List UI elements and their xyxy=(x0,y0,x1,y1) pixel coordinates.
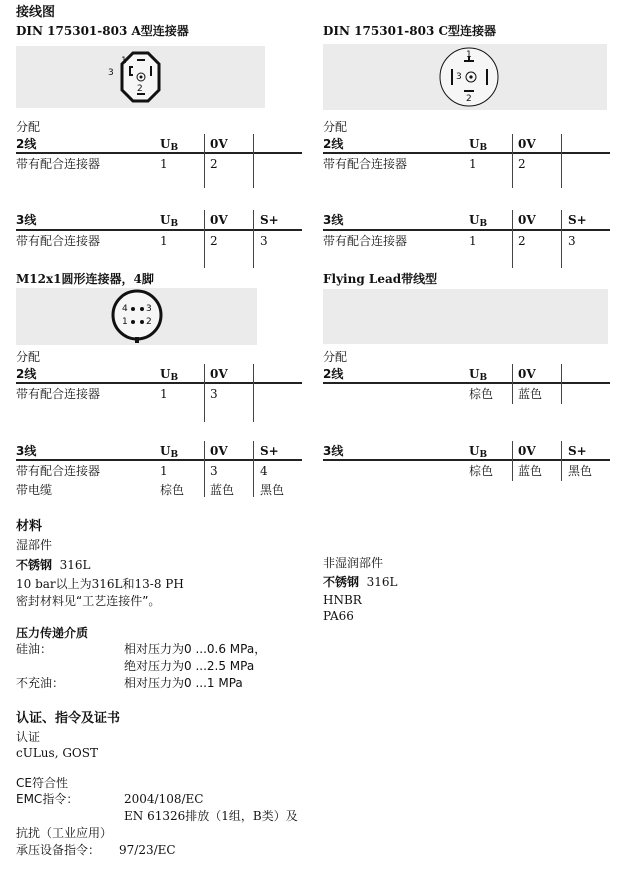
zero-v-header: 0V xyxy=(518,213,536,227)
cell-ub: 1 xyxy=(469,157,477,171)
ub-header: $U_B$ xyxy=(160,137,179,153)
table-divider xyxy=(561,364,562,404)
ped-label: 承压设备指令： xyxy=(16,843,101,857)
m12-pin-4: 4 xyxy=(122,304,128,314)
din-a-pin-bottom: 2 xyxy=(137,84,143,94)
nonwetted-title: 非湿润部件 xyxy=(323,556,384,570)
zero-v-header: 0V xyxy=(210,444,228,458)
m12-pin-1: 1 xyxy=(122,317,128,327)
table-divider xyxy=(512,364,513,404)
table-divider xyxy=(253,441,254,497)
assign-label: 分配 xyxy=(16,350,41,364)
table-rule xyxy=(323,382,610,384)
table-divider xyxy=(204,134,205,188)
table-divider xyxy=(512,134,513,188)
cell-zero-v: 2 xyxy=(210,234,218,248)
cell-zero-v: 3 xyxy=(210,464,218,478)
table-divider xyxy=(561,210,562,268)
assign-label: 分配 xyxy=(323,120,348,134)
table-rule xyxy=(16,152,302,154)
ub-header: $U_B$ xyxy=(469,213,488,229)
silicone-value-1: 相对压力为0 ...0.6 MPa， xyxy=(124,642,267,656)
wetted-steel: 不锈钢 316L xyxy=(16,558,91,572)
s-plus-header: S+ xyxy=(568,444,587,458)
cell-zero-v: 2 xyxy=(518,157,526,171)
cell-zero-v: 蓝色 xyxy=(210,483,235,497)
cell-zero-v: 3 xyxy=(210,387,218,401)
cell-zero-v: 蓝色 xyxy=(518,387,543,401)
din-a-title: DIN 175301-803 A型连接器 xyxy=(16,24,189,38)
flying-lead-title: Flying Lead带线型 xyxy=(323,272,438,286)
nonwetted-line-3: PA66 xyxy=(323,609,354,623)
wire-label: 2线 xyxy=(323,137,344,151)
table-divider xyxy=(204,210,205,268)
flying-lead-diagram-panel xyxy=(323,289,608,344)
emc-label: EMC指令： xyxy=(16,792,79,806)
emc-value: 2004/108/EC xyxy=(124,792,204,806)
cell-ub: 1 xyxy=(160,387,168,401)
zero-v-header: 0V xyxy=(210,137,228,151)
section-title-wiring: 接线图 xyxy=(16,5,56,20)
zero-v-header: 0V xyxy=(518,444,536,458)
wetted-line-3: 密封材料见“工艺连接件”。 xyxy=(16,594,161,608)
table-divider xyxy=(561,441,562,481)
ce-title: CE符合性 xyxy=(16,776,68,790)
row-label: 带有配合连接器 xyxy=(323,157,408,171)
cell-zero-v: 蓝色 xyxy=(518,464,543,478)
s-plus-header: S+ xyxy=(260,213,279,227)
cell-ub: 1 xyxy=(160,234,168,248)
silicone-value-2: 绝对压力为0 ...2.5 MPa xyxy=(124,659,255,673)
cell-ub: 棕色 xyxy=(469,464,494,478)
cell-s-plus: 4 xyxy=(260,464,268,478)
din-c-connector-icon xyxy=(323,44,607,110)
emc-value-3: 抗扰（工业应用） xyxy=(16,826,113,840)
din-c-title: DIN 175301-803 C型连接器 xyxy=(323,24,497,38)
ub-header: $U_B$ xyxy=(160,213,179,229)
cell-s-plus: 黑色 xyxy=(260,483,285,497)
din-c-diagram-panel xyxy=(323,44,607,110)
cell-s-plus: 黑色 xyxy=(568,464,593,478)
din-a-pin-top: 1 xyxy=(121,56,127,66)
din-a-pin-left: 3 xyxy=(108,68,114,78)
cell-ub: 1 xyxy=(160,464,168,478)
nonwetted-line-2: HNBR xyxy=(323,593,362,607)
table-rule xyxy=(323,459,610,461)
m12-pin-3: 3 xyxy=(146,304,152,314)
row-label: 带有配合连接器 xyxy=(16,234,101,248)
materials-title: 材料 xyxy=(16,519,43,534)
table-rule xyxy=(16,229,302,231)
table-divider xyxy=(204,364,205,422)
wire-label: 2线 xyxy=(323,367,344,381)
cell-zero-v: 2 xyxy=(518,234,526,248)
cell-ub: 1 xyxy=(160,157,168,171)
m12-title: M12x1圆形连接器，4脚 xyxy=(16,272,154,286)
cell-s-plus: 3 xyxy=(260,234,268,248)
din-c-pin-bottom: 2 xyxy=(466,94,472,104)
table-rule xyxy=(16,382,302,384)
din-a-connector-icon xyxy=(16,46,265,108)
nofill-value: 相对压力为0 ...1 MPa xyxy=(124,676,243,690)
zero-v-header: 0V xyxy=(210,367,228,381)
assign-label: 分配 xyxy=(16,120,41,134)
table-rule xyxy=(323,229,610,231)
table-divider xyxy=(204,441,205,497)
row-label: 带有配合连接器 xyxy=(16,387,101,401)
nonwetted-steel: 不锈钢 316L xyxy=(323,575,398,589)
cell-ub: 棕色 xyxy=(469,387,494,401)
ub-header: $U_B$ xyxy=(160,444,179,460)
nofill-label: 不充油： xyxy=(16,676,65,690)
assign-label: 分配 xyxy=(323,350,348,364)
wetted-line-2: 10 bar以上为316L和13-8 PH xyxy=(16,577,184,591)
wire-label: 2线 xyxy=(16,367,37,381)
table-rule xyxy=(16,459,302,461)
s-plus-header: S+ xyxy=(568,213,587,227)
m12-diagram-panel xyxy=(16,288,257,345)
s-plus-header: S+ xyxy=(260,444,279,458)
zero-v-header: 0V xyxy=(518,137,536,151)
wire-label: 3线 xyxy=(323,213,344,227)
wire-label: 3线 xyxy=(323,444,344,458)
table-divider xyxy=(253,210,254,268)
cell-ub: 棕色 xyxy=(160,483,185,497)
row-label: 带电缆 xyxy=(16,483,53,497)
din-a-diagram-panel xyxy=(16,46,265,108)
table-divider xyxy=(253,134,254,188)
approvals-title: 认证 xyxy=(16,730,41,744)
ub-header: $U_B$ xyxy=(469,137,488,153)
table-rule xyxy=(323,152,610,154)
emc-value-2: EN 61326排放（1组，B类）及 xyxy=(124,809,298,823)
cell-ub: 1 xyxy=(469,234,477,248)
table-divider xyxy=(561,134,562,188)
wire-label: 3线 xyxy=(16,213,37,227)
row-label: 带有配合连接器 xyxy=(16,157,101,171)
ub-header: $U_B$ xyxy=(160,367,179,383)
table-divider xyxy=(253,364,254,422)
cert-title: 认证、指令及证书 xyxy=(16,711,121,726)
m12-pin-2: 2 xyxy=(146,317,152,327)
wire-label: 3线 xyxy=(16,444,37,458)
wire-label: 2线 xyxy=(16,137,37,151)
din-c-pin-left: 3 xyxy=(456,72,462,82)
table-divider xyxy=(512,210,513,268)
m12-connector-icon xyxy=(16,288,257,345)
row-label: 带有配合连接器 xyxy=(323,234,408,248)
zero-v-header: 0V xyxy=(518,367,536,381)
ub-header: $U_B$ xyxy=(469,367,488,383)
din-c-pin-top: 1 xyxy=(466,50,472,60)
cell-zero-v: 2 xyxy=(210,157,218,171)
medium-title: 压力传递介质 xyxy=(16,626,89,640)
zero-v-header: 0V xyxy=(210,213,228,227)
row-label: 带有配合连接器 xyxy=(16,464,101,478)
ub-header: $U_B$ xyxy=(469,444,488,460)
ped-value: 97/23/EC xyxy=(119,843,176,857)
approvals-value: cULus, GOST xyxy=(16,746,98,760)
wetted-title: 湿部件 xyxy=(16,538,53,552)
cell-s-plus: 3 xyxy=(568,234,576,248)
silicone-label: 硅油： xyxy=(16,642,53,656)
table-divider xyxy=(512,441,513,481)
